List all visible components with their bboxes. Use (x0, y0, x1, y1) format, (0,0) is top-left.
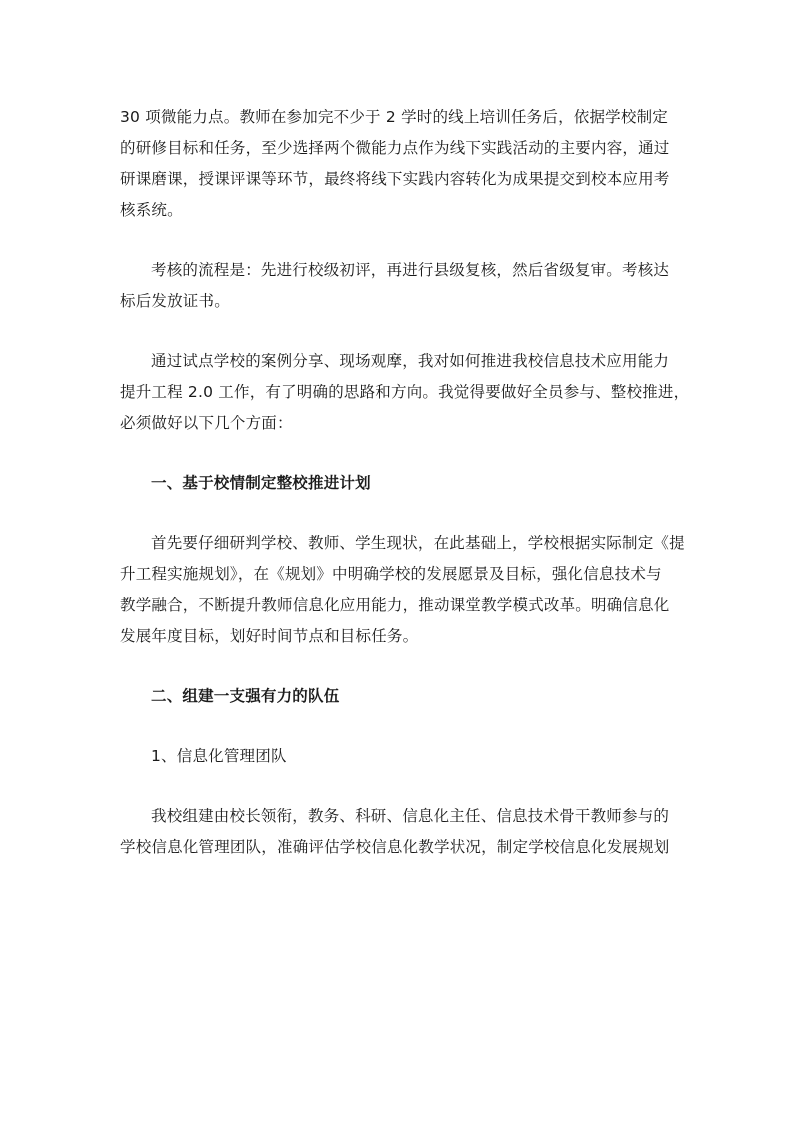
subheading-management-team (120, 741, 682, 772)
text-line: 升工程实施规划》，在《规划》中明确学校的发展愿景及目标，强化信息技术与 (120, 565, 662, 583)
paragraph-pilot-school-insights (120, 346, 690, 439)
text-line: 30 项微能力点。教师在参加完不少于 2 学时的线上培训任务后，依据学校制定 (120, 108, 668, 126)
text-line: 学校信息化管理团队，准确评估学校信息化教学状况，制定学校信息化发展规划 (120, 838, 670, 856)
text-line: 必须做好以下几个方面： (120, 414, 293, 432)
document-page (120, 102, 690, 863)
text-line: 我校组建由校长领衔，教务、科研、信息化主任、信息技术骨干教师参与的 (151, 807, 670, 825)
text-line: 考核的流程是：先进行校级初评，再进行县级复核，然后省级复审。考核达 (151, 261, 670, 279)
paragraph-assessment-process (120, 255, 682, 317)
text-line: 研课磨课，授课评课等环节，最终将线下实践内容转化为成果提交到校本应用考 (120, 170, 670, 188)
paragraph-management-team (120, 801, 682, 863)
section-heading-2 (120, 681, 682, 712)
text-line: 教学融合，不断提升教师信息化应用能力，推动课堂教学模式改革。明确信息化 (120, 596, 670, 614)
heading-text: 一、基于校情制定整校推进计划 (151, 474, 371, 492)
heading-text: 二、组建一支强有力的队伍 (151, 687, 340, 705)
section-heading-1 (120, 468, 682, 499)
text-line: 标后发放证书。 (120, 292, 230, 310)
text-line: 发展年度目标，划好时间节点和目标任务。 (120, 627, 419, 645)
text-line: 通过试点学校的案例分享、现场观摩，我对如何推进我校信息技术应用能力 (151, 352, 670, 370)
paragraph-school-plan (120, 528, 685, 652)
text-line: 首先要仔细研判学校、教师、学生现状，在此基础上，学校根据实际制定《提 (151, 534, 685, 552)
text-line: 核系统。 (120, 201, 183, 219)
text-line: 1、信息化管理团队 (151, 747, 287, 765)
text-line: 提升工程 2.0 工作，有了明确的思路和方向。我觉得要做好全员参与、整校推进， (120, 383, 690, 401)
paragraph-micro-ability-points (120, 102, 682, 226)
text-line: 的研修目标和任务，至少选择两个微能力点作为线下实践活动的主要内容，通过 (120, 139, 670, 157)
